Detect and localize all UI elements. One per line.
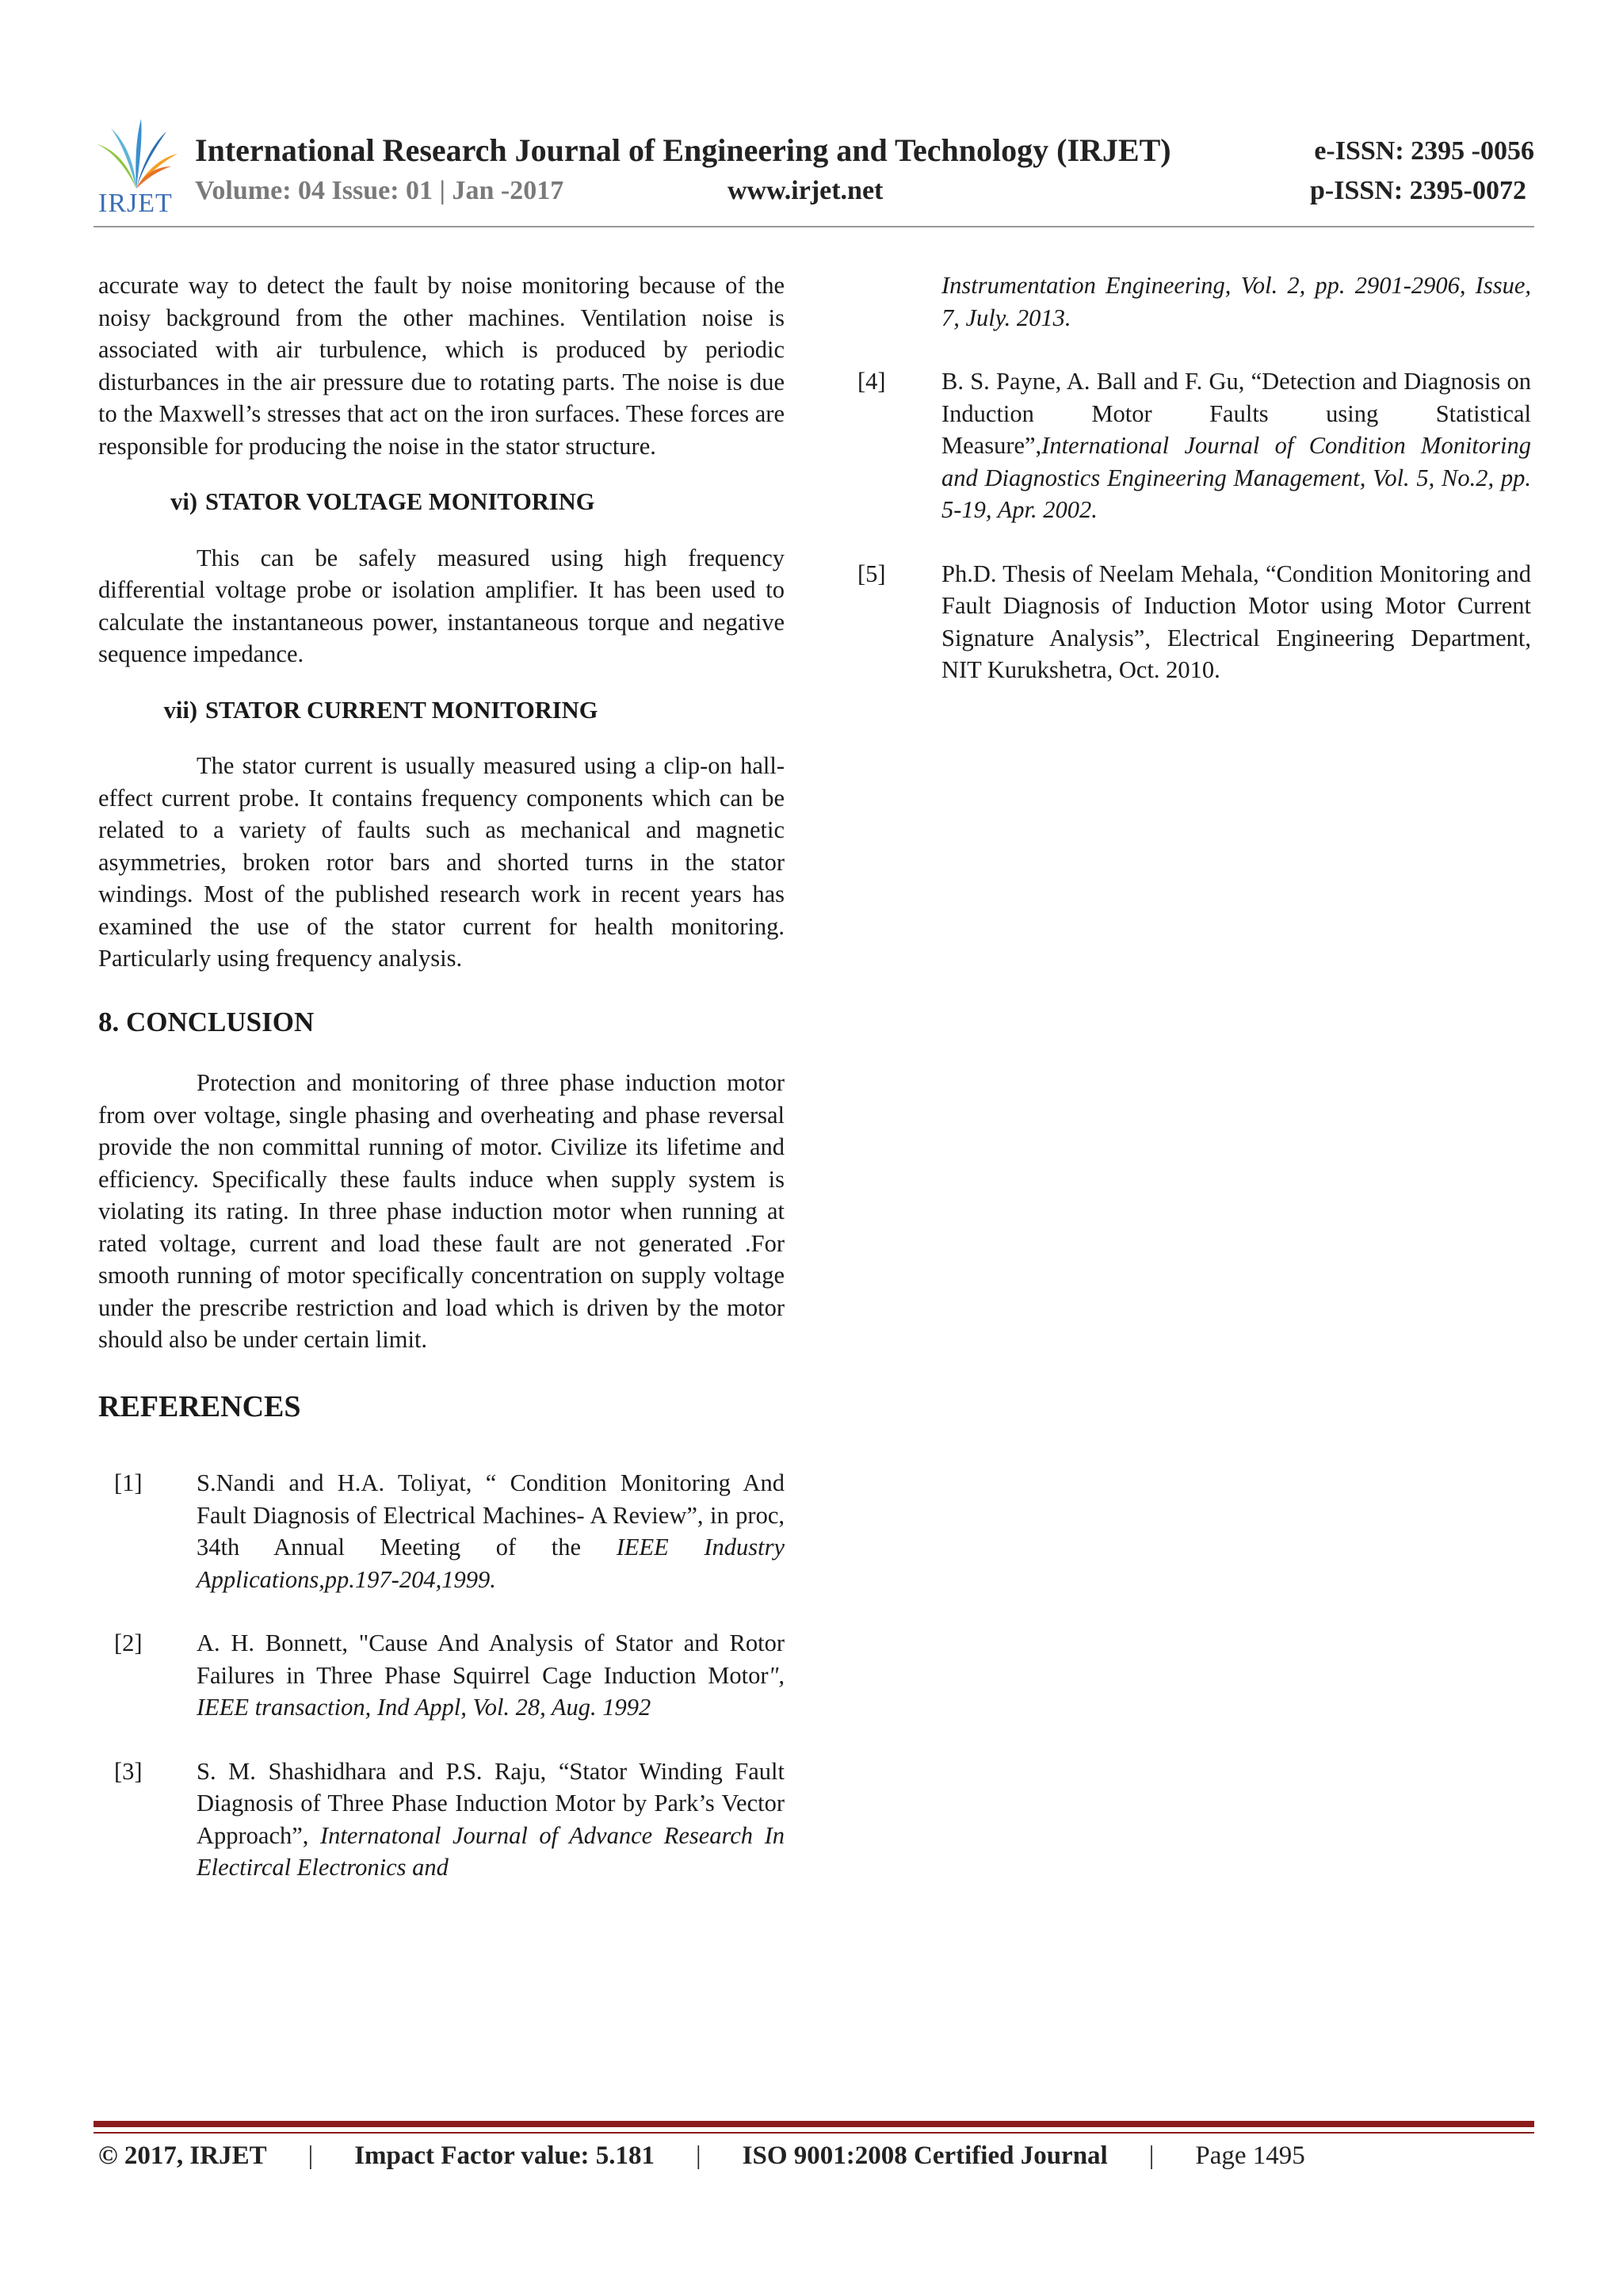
subsection-title: STATOR CURRENT MONITORING	[205, 696, 598, 724]
reference-3	[98, 1755, 785, 1884]
voltage-monitoring-paragraph: This can be safely measured using high frequency differential voltage probe or isolation amplifier. It has been used to calculate the instantaneous power, instantaneous torque and negative sequence impedance.	[98, 544, 785, 667]
logo-leaf-icon	[94, 117, 179, 190]
footer-separator: |	[1148, 2141, 1155, 2170]
page-number: Page 1495	[1195, 2141, 1305, 2170]
reference-text: Ph.D. Thesis of Neelam Mehala, “Condition Monitoring and Fault Diagnosis of Induction Motor using Motor Current Signature Analysis”, Electrical Engineering Department, NIT Kurukshetra, Oct. 2010.	[941, 560, 1531, 683]
conclusion-heading: 8. CONCLUSION	[98, 1006, 315, 1037]
reference-authors-title: S. M. Shashidhara and P.S. Raju, “Stator Winding Fault Diagnosis of Three Phase Induction Motor by Park’s Vector Approach”,	[197, 1757, 785, 1849]
impact-factor: Impact Factor value: 5.181	[354, 2141, 655, 2170]
reference-5	[857, 558, 1531, 686]
volume-issue: Volume: 04 Issue: 01 | Jan -2017	[195, 176, 564, 205]
footer-separator: |	[696, 2141, 701, 2170]
reference-authors-title: S.Nandi and H.A. Toliyat, “ Condition Monitoring And Fault Diagnosis of Electrical Machines- A Review”, in proc, 34th Annual Meeting of the	[197, 1469, 785, 1561]
conclusion-paragraph: Protection and monitoring of three phase induction motor from over voltage, single phasing and overheating and phase reversal provide the non committal running of motor. Civilize its lifetime and efficiency. Specifically these faults induce when supply system is violating its rating. In three phase induction motor when running at rated voltage, current and load these fault are not generated .For smooth running of motor specifically concentration on supply voltage under the prescribe restriction and load which is driven by the motor should also be under certain limit.	[98, 1069, 785, 1353]
journal-website[interactable]: www.irjet.net	[727, 176, 884, 205]
reference-text	[941, 365, 1531, 526]
reference-2	[98, 1627, 785, 1724]
reference-text	[197, 1755, 785, 1884]
subsection-number: vii)	[163, 696, 197, 724]
reference-source: Instrumentation Engineering, Vol. 2, pp. 2901-2906, Issue, 7, July. 2013.	[941, 272, 1531, 331]
reference-number: [5]	[857, 560, 886, 587]
reference-number: [2]	[114, 1629, 143, 1656]
reference-number: [1]	[114, 1469, 143, 1496]
current-monitoring-paragraph: The stator current is usually measured using a clip-on hall-effect current probe. It contains frequency components which can be related to a variety of faults such as mechanical and magnetic asymmetries, broken rotor bars and shorted turns in the stator windings. Most of the published research work in recent years has examined the use of the stator current for health monitoring. Particularly using frequency analysis.	[98, 752, 785, 972]
reference-text	[197, 1467, 785, 1595]
reference-authors-title: A. H. Bonnett, "Cause And Analysis of Stator and Rotor Failures in Three Phase Squirrel Cage Induction Motor	[197, 1629, 785, 1689]
subsection-heading-vi	[149, 486, 785, 518]
reference-1	[98, 1467, 785, 1595]
reference-4	[857, 365, 1531, 526]
reference-number: [4]	[857, 368, 886, 395]
page-footer	[98, 2141, 1305, 2171]
subsection-heading-vii	[149, 694, 785, 727]
right-column	[857, 269, 1531, 718]
header-divider	[94, 226, 1534, 227]
logo-text: IRJET	[98, 189, 173, 218]
footer-divider	[94, 2121, 1534, 2127]
reference-source: ", IEEE transaction, Ind Appl, Vol. 28, Aug. 1992	[197, 1661, 785, 1721]
footer-separator: |	[307, 2141, 314, 2170]
reference-authors-title: B. S. Payne, A. Ball and F. Gu, “Detection and Diagnosis on Induction Motor Faults using Statistical Measure”,	[941, 368, 1531, 459]
reference-source: International Journal of Condition Monitoring and Diagnostics Engineering Management, Vol. 5, No.2, pp. 5-19, Apr. 2002.	[941, 432, 1531, 523]
reference-number: [3]	[114, 1757, 143, 1785]
references-heading: REFERENCES	[98, 1389, 301, 1423]
reference-3-continued	[857, 269, 1531, 334]
copyright: © 2017, IRJET	[98, 2141, 267, 2170]
footer-divider-thin	[94, 2132, 1534, 2134]
reference-source: Internatonal Journal of Advance Research In Electircal Electronics and	[197, 1821, 785, 1881]
page-header	[94, 111, 1534, 230]
iso-certification: ISO 9001:2008 Certified Journal	[742, 2141, 1108, 2170]
journal-title: International Research Journal of Engineering and Technology (IRJET)	[195, 132, 1171, 168]
left-column	[98, 269, 785, 1916]
eissn: e-ISSN: 2395 -0056	[1314, 136, 1534, 166]
subsection-title: STATOR VOLTAGE MONITORING	[205, 488, 595, 515]
irjet-logo	[94, 117, 179, 218]
reference-source: IEEE Industry Applications,pp.197-204,1999.	[197, 1534, 785, 1593]
pissn: p-ISSN: 2395-0072	[1310, 176, 1526, 205]
intro-paragraph: accurate way to detect the fault by noise monitoring because of the noisy background from the other machines. Ventilation noise is associated with air turbulence, which is produced by periodic disturbances in the air pressure due to rotating parts. The noise is due to the Maxwell’s stresses that act on the iron surfaces. These forces are responsible for producing the noise in the stator structure.	[98, 272, 785, 460]
reference-text	[197, 1627, 785, 1724]
subsection-number: vi)	[170, 488, 197, 515]
